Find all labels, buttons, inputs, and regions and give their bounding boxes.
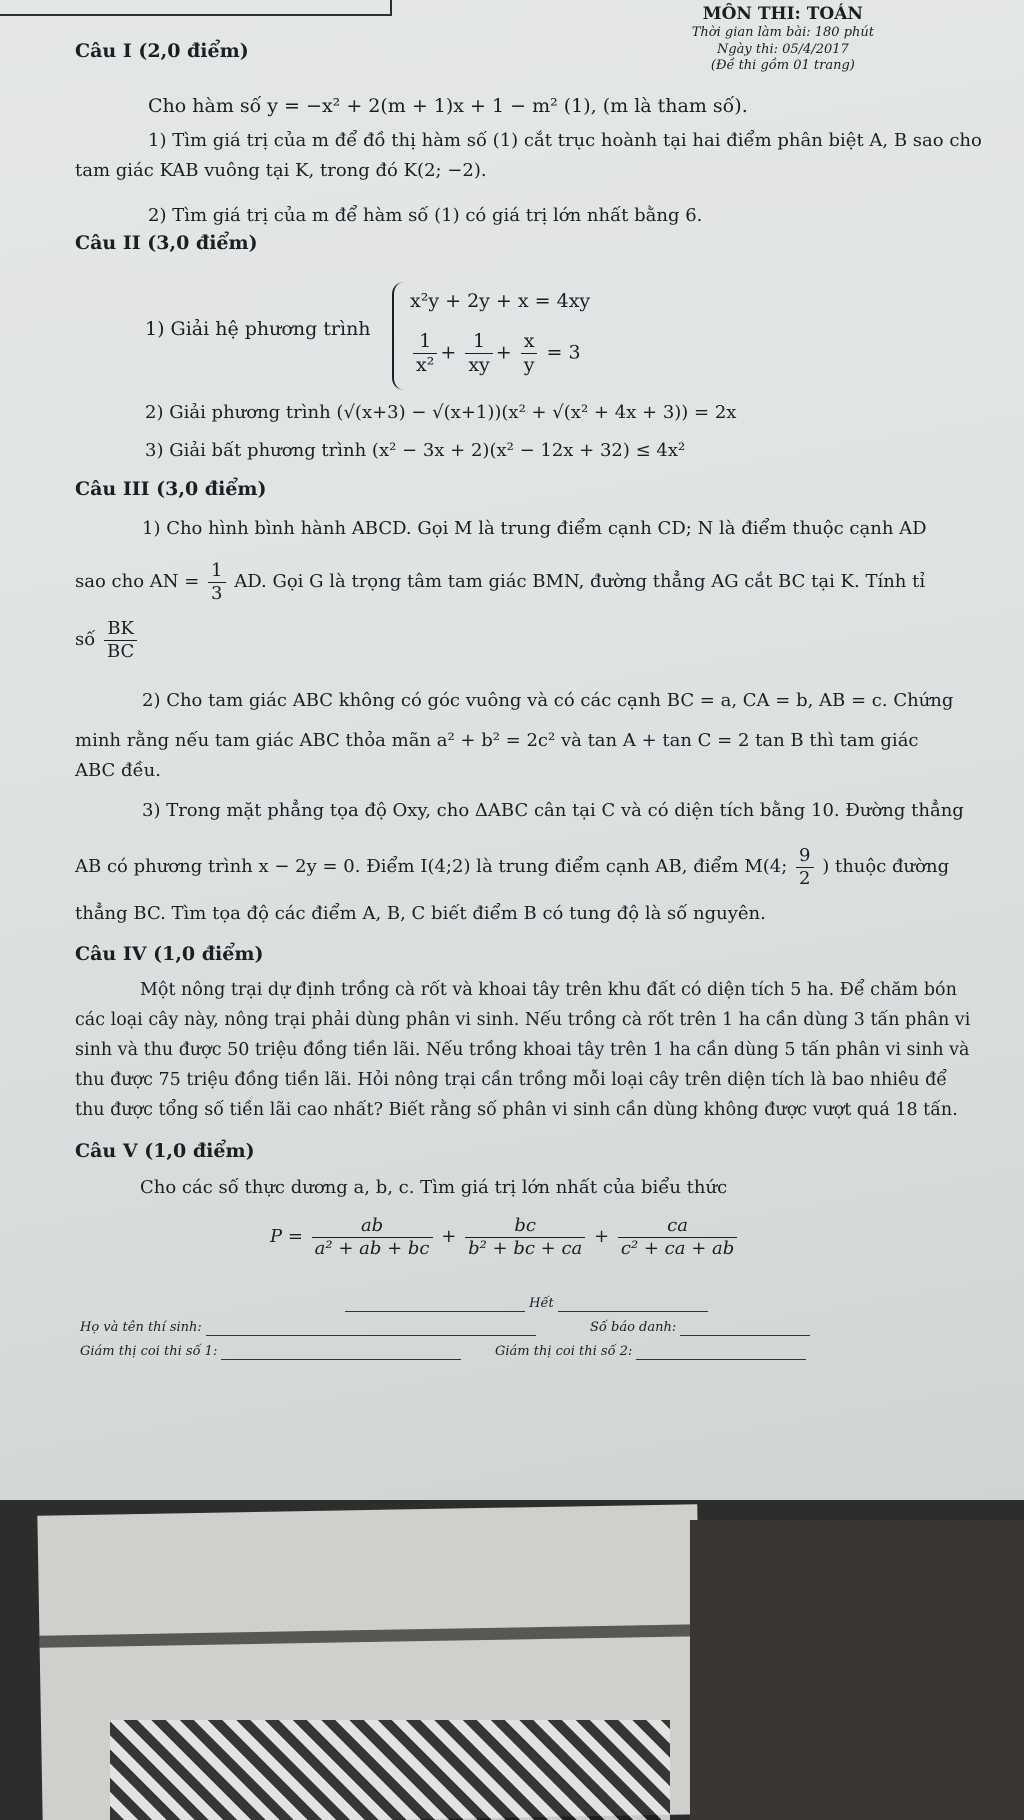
system-eq2: $\frac{1}{\text{x²}}$ + $\frac{1}{xy}$ + $\frac{x}{y}$ = 3 xyxy=(410,330,581,377)
q3-part2-a: 2) Cho tam giác ABC không có góc vuông và có các cạnh BC = a, CA = b, AB = c. Chứng xyxy=(142,690,954,711)
q5-expression: P = $\frac{ab}{\text{a² + ab + bc}}$ + $\frac{bc}{\text{b² + bc + ca}}$ + $\frac{ca}{\text{c² + ca + ab}}$ xyxy=(270,1215,740,1259)
q4-line1: Một nông trại dự định trồng cà rốt và khoai tây trên khu đất có diện tích 5 ha. Để chăm bón xyxy=(140,980,957,1000)
q1-part2: 2) Tìm giá trị của m để hàm số (1) có giá trị lớn nhất bằng 6. xyxy=(148,205,703,226)
q2-part1-label: 1) Giải hệ phương trình xyxy=(145,318,371,340)
header-box-border xyxy=(0,0,392,16)
q3-part3-b: AB có phương trình x − 2y = 0. Điểm I(4;2) là trung điểm cạnh AB, điểm M(4; $\frac{9}{2}$ ) thuộc đường xyxy=(75,845,950,889)
background-surface xyxy=(0,1500,1024,1820)
q3-part3-a: 3) Trong mặt phẳng tọa độ Oxy, cho ΔABC cân tại C và có diện tích bằng 10. Đường thẳng xyxy=(142,800,964,821)
q2-part2: 2) Giải phương trình (√(x+3) − √(x+1))(x² + √(x² + 4x + 3)) = 2x xyxy=(145,402,737,423)
q3-part1-a: 1) Cho hình bình hành ABCD. Gọi M là trung điểm cạnh CD; N là điểm thuộc cạnh AD xyxy=(142,518,927,539)
q3-part1-c: số $\frac{BK}{BC}$ xyxy=(75,618,140,662)
q3-title: Câu III (3,0 điểm) xyxy=(75,478,267,500)
q3-part2-b: minh rằng nếu tam giác ABC thỏa mãn a² + b² = 2c² và tan A + tan C = 2 tan B thì tam giác xyxy=(75,730,919,751)
q1-part1-a: 1) Tìm giá trị của m để đồ thị hàm số (1) cắt trục hoành tại hai điểm phân biệt A, B sao cho xyxy=(148,130,982,151)
q2-part3: 3) Giải bất phương trình (x² − 3x + 2)(x² − 12x + 32) ≤ 4x² xyxy=(145,440,686,461)
candidate-name-label: Họ và tên thí sinh: xyxy=(80,1320,536,1336)
q2-title: Câu II (3,0 điểm) xyxy=(75,232,258,254)
q1-intro: Cho hàm số y = −x² + 2(m + 1)x + 1 − m² (1), (m là tham số). xyxy=(148,95,748,117)
q3-part2-c: ABC đều. xyxy=(75,760,161,781)
q4-title: Câu IV (1,0 điểm) xyxy=(75,943,264,965)
q3-part1-b: sao cho AN = $\frac{1}{3}$ AD. Gọi G là trọng tâm tam giác BMN, đường thẳng AG cắt BC tại K. Tính tỉ xyxy=(75,560,926,604)
dark-fabric xyxy=(690,1520,1024,1820)
proctor2-label: Giám thị coi thi số 2: xyxy=(495,1344,806,1360)
exam-date: Ngày thi: 05/4/2017 xyxy=(716,41,849,57)
exam-time: Thời gian làm bài: 180 phút xyxy=(691,25,874,41)
q5-title: Câu V (1,0 điểm) xyxy=(75,1140,255,1162)
proctor1-label: Giám thị coi thi số 1: xyxy=(80,1344,461,1360)
q4-line4: thu được 75 triệu đồng tiền lãi. Hỏi nông trại cần trồng mỗi loại cây trên diện tích là bao nhiêu để xyxy=(75,1070,948,1090)
q4-line3: sinh và thu được 50 triệu đồng tiền lãi. Nếu trồng khoai tây trên 1 ha cần dùng 5 tấn phân vi sinh và xyxy=(75,1040,970,1060)
page-count: (Đề thi gồm 01 trang) xyxy=(710,57,855,73)
exam-header xyxy=(692,4,874,74)
q4-line2: các loại cây này, nông trại phải dùng phân vi sinh. Nếu trồng cà rốt trên 1 ha cần dùng 3 tấn phân vi xyxy=(75,1010,971,1030)
candidate-number-label: Số báo danh: xyxy=(590,1320,810,1336)
system-eq1: x²y + 2y + x = 4xy xyxy=(410,290,591,312)
q1-title: Câu I (2,0 điểm) xyxy=(75,40,249,62)
subject-title: MÔN THI: TOÁN xyxy=(702,4,863,24)
q1-part1-b: tam giác KAB vuông tại K, trong đó K(2; −2). xyxy=(75,160,487,181)
q3-part3-c: thẳng BC. Tìm tọa độ các điểm A, B, C biết điểm B có tung độ là số nguyên. xyxy=(75,903,766,924)
q4-line5: thu được tổng số tiền lãi cao nhất? Biết rằng số phân vi sinh cần dùng không được vượt quá 18 tấn. xyxy=(75,1100,958,1120)
q5-intro: Cho các số thực dương a, b, c. Tìm giá trị lớn nhất của biểu thức xyxy=(140,1177,728,1198)
houndstooth-fabric xyxy=(110,1720,670,1820)
system-brace xyxy=(392,282,408,390)
end-marker: Hết xyxy=(345,1296,708,1312)
